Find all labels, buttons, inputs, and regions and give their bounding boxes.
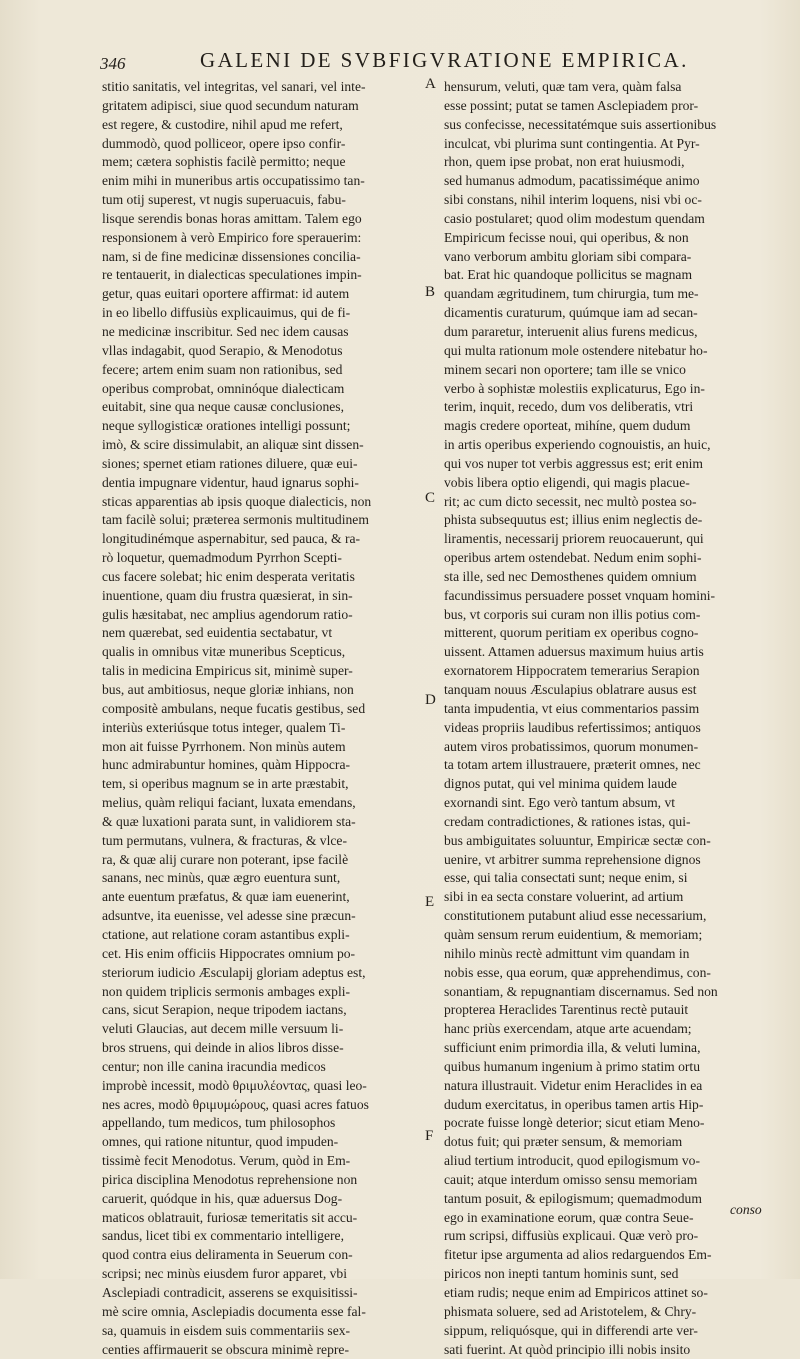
text-line: operibus comprobat, omninóque dialecticam	[102, 380, 345, 396]
text-line: exornandi sint. Ego verò tantum absum, vt	[444, 795, 676, 811]
margin-letter-f: F	[425, 1128, 434, 1144]
text-line: dudum exercitatus, in operibus tamen artis Hip-	[444, 1096, 704, 1112]
text-line: Empiricum fecisse noui, qui operibus, & non	[444, 229, 689, 245]
text-line: fitetur ipse argumenta ad alios redarguendos Em-	[444, 1247, 712, 1263]
text-line: dummodò, quod polliceor, opere ipso confir-	[102, 135, 346, 151]
text-line: mon ait fuisse Pyrrhonem. Non minùs autem	[102, 738, 346, 754]
text-line: pirica disciplina Menodotus reprehensione non	[102, 1171, 358, 1187]
text-line: minem secari non oportere; tam ille se vnico	[444, 361, 686, 377]
text-line: responsionem à verò Empirico fore sperauerim:	[102, 229, 362, 245]
text-line: mem; cætera sophistis facilè permitto; neque	[102, 154, 346, 170]
text-line: & quæ luxationi parata sunt, in validiorem sta-	[102, 813, 356, 829]
text-line: ta totam artem illustrauere, præterit omnes, nec	[444, 757, 701, 773]
text-line: sta ille, sed nec Demosthenes quidem omnium	[444, 568, 697, 584]
text-line: facundissimus persuadere posset vnquam homini-	[444, 587, 716, 603]
text-line: sonantiam, & repugnantiam discernamus. Sed non	[444, 983, 718, 999]
text-line: bus ambiguitates soluuntur, Empiricæ sectæ con-	[444, 832, 711, 848]
margin-letter-c: C	[425, 490, 436, 506]
text-line: ra, & quæ alij curare non poterant, ipse facilè	[102, 851, 349, 867]
text-line: esse possint; putat se tamen Asclepiadem pror-	[444, 97, 699, 113]
text-line: sus confecisse, necessitatémque suis assertionibus	[444, 116, 717, 132]
text-line: centur; non ille canina iracundia medicos	[102, 1058, 326, 1074]
text-line: nem quærebat, sed euidentia sectabatur, vt	[102, 625, 333, 641]
text-line: bus, aut ambitiosus, neque gloriæ inhians, non	[102, 682, 354, 697]
text-line: operibus artem ostendebat. Nedum enim sophi-	[444, 550, 702, 566]
text-line: omnes, qui ratione nituntur, quod impuden-	[102, 1134, 339, 1150]
margin-letter-b: B	[425, 284, 436, 300]
text-line: videas propriis laudibus refertissimos; antiquos	[444, 719, 701, 735]
text-line: Asclepiadi contradicit, asserens se exquisitissi-	[102, 1285, 358, 1300]
text-line: uissent. Attamen aduersus maximum huius artis	[444, 644, 704, 660]
text-line: bus, vt corporis sui curam non illis potius com-	[444, 606, 701, 622]
right-text-column	[444, 78, 768, 1359]
text-line: ctatione, aut relatione coram astantibus expli-	[102, 926, 350, 942]
text-line: non quidem triplicis sermonis ambages expli-	[102, 983, 351, 999]
text-line: lisque serendis bonas horas amittam. Talem ego	[102, 210, 362, 226]
text-line: aliud tertium introducit, quod epilogismum vo-	[444, 1153, 700, 1169]
text-line: sibi in ea secta constare voluerint, ad artium	[444, 889, 684, 905]
text-line: interiùs exteriúsque totus integer, qualem Ti-	[102, 719, 346, 735]
text-line: re tentauerit, in dialecticas speculationes impin-	[102, 267, 362, 283]
text-line: liramentis, necessarij priorem reuocauerunt, qui	[444, 531, 704, 547]
text-line: phista subsequutus est; illius enim neglectis de-	[444, 512, 703, 528]
text-line: phismata soluere, sed ad Aristotelem, & Chry-	[444, 1303, 697, 1319]
text-line: nam, si de fine medicinæ dissensiones concilia-	[102, 248, 361, 264]
text-line: propterea Heraclides Tarentinus rectè putauit	[444, 1002, 689, 1018]
running-title: GALENI DE SVBFIGVRATIONE EMPIRICA.	[200, 48, 689, 72]
text-line: hanc priùs exercendam, atque arte acuendam;	[444, 1021, 692, 1037]
text-line: longitudinémque aspernabitur, sed pauca, & ra-	[102, 531, 361, 547]
text-line: sati fuerint. At quòd principio illi nobis insito	[444, 1341, 691, 1357]
text-line: cet. His enim officiis Hippocrates omnium po-	[102, 945, 356, 961]
text-line: autem viros probatissimos, quorum monumen-	[444, 738, 699, 754]
text-line: sandus, licet tibi ex commentario intelligere,	[102, 1228, 344, 1244]
text-line: casio postularet; quod olim modestum quendam	[444, 210, 705, 226]
text-line: tum otij superest, vt nugis superuacuis, fabu-	[102, 192, 346, 208]
text-line: dotus fuit; qui præter sensum, & memoriam	[444, 1134, 683, 1150]
text-line: qui multa rationum mole ostendere nitebatur ho-	[444, 342, 708, 358]
text-line: sufficiunt enim primordia illa, & veluti lumina,	[444, 1040, 701, 1056]
text-line: cans, sicut Serapion, neque tripodem iactans,	[102, 1002, 347, 1018]
running-header	[100, 46, 780, 76]
text-line: inuentione, quam diu frustra quæsierat, in sin-	[102, 587, 353, 603]
text-line: dicamentis curaturum, quúmque iam ad secan-	[444, 305, 698, 321]
text-line: melius, quàm reliqui faciant, luxata emendans,	[102, 795, 356, 811]
text-line: gritatem adipisci, siue quod secundum naturam	[102, 97, 359, 113]
text-line: esse, qui talia consectati sunt; neque enim, si	[444, 870, 688, 886]
text-line: dentia impugnare videntur, haud ignarus sophi-	[102, 474, 359, 490]
text-line: rum scripsi, diffusiùs explicaui. Quæ verò pro-	[444, 1228, 699, 1244]
text-line: pocrate fuisse longè deterior; sicut etiam Meno-	[444, 1115, 705, 1131]
text-line: neque syllogisticæ orationes intelligi possunt;	[102, 418, 351, 434]
text-line: ne medicinæ inscribitur. Sed nec idem causas	[102, 323, 349, 339]
text-line: gulis hæsitabat, nec amplius agendorum ratio-	[102, 606, 353, 622]
text-line: vllas indagabit, quod Serapio, & Menodotus	[102, 342, 343, 358]
text-line: maticos oblatrauit, furiosæ temeritatis sit accu-	[102, 1209, 358, 1225]
text-line: terim, inquit, recedo, dum vos deliberatis, vtri	[444, 399, 694, 415]
text-line: qui vos nuper tot verbis aggressus est; erit enim	[444, 455, 703, 471]
text-line: cus facere solebat; hic enim desperata veritatis	[102, 568, 355, 584]
text-line: nobis esse, qua eorum, quæ apprehendimus, con-	[444, 964, 711, 980]
text-line: vobis libera optio eligendi, qui magis placue-	[444, 474, 690, 490]
text-line: quandam ægritudinem, tum chirurgia, tum me-	[444, 286, 699, 302]
text-line: ante euentum præfatus, & quæ iam euenerint,	[102, 889, 350, 905]
text-line: ego in examinatione eorum, quæ contra Seue-	[444, 1209, 694, 1225]
text-line: hunc admirabuntur homines, quàm Hippocra-	[102, 757, 351, 773]
text-line: tem, si operibus magnum se in arte præstabit,	[102, 776, 349, 792]
text-line: in eo libello diffusiùs explicauimus, qui de fi-	[102, 305, 351, 321]
text-line: inculcat, vbi plurima sunt contingentia. At Pyr-	[444, 135, 700, 151]
text-line: etiam rudis; neque enim ad Empiricos attinet so-	[444, 1285, 708, 1300]
text-line: mè scire omnia, Asclepiadis documenta esse fal-	[102, 1303, 366, 1319]
text-line: piricos non inepti tantum hominis sunt, sed	[444, 1266, 679, 1282]
text-line: siones; spernet etiam rationes diluere, quæ eui-	[102, 455, 358, 471]
text-line: bros struens, qui deinde in alios libros disse-	[102, 1040, 344, 1056]
text-line: dignos putat, qui vel minima quidem laude	[444, 776, 677, 792]
margin-letter-e: E	[425, 894, 435, 910]
text-line: caruerit, quódque in his, quæ aduersus Dog-	[102, 1190, 343, 1206]
text-line: mitterent, quorum peritiam ex operibus cogno-	[444, 625, 699, 641]
text-line: qualis in omnibus vitæ muneribus Scepticus,	[102, 644, 346, 660]
text-line: dum pararetur, interuenit alius furens medicus,	[444, 323, 698, 339]
text-line: natura illustrauit. Videtur enim Heraclides in ea	[444, 1077, 703, 1093]
text-line: sippum, reliquósque, qui in differendi arte ver-	[444, 1322, 698, 1338]
text-line: verbo à sophistæ molestiis explicaturus, Ego in-	[444, 380, 705, 396]
text-line: tum permutans, vulnera, & fracturas, & vlce-	[102, 832, 347, 848]
margin-letter-d: D	[425, 692, 436, 708]
text-line: rit; ac cum dicto secessit, nec multò postea so-	[444, 493, 697, 509]
text-line: cauit; atque interdum omisso sensu memoriam	[444, 1171, 698, 1187]
text-line: constitutionem putabunt aliud esse necessarium,	[444, 908, 707, 924]
text-line: imò, & scire dissimulabit, an aliquæ sint dissen-	[102, 437, 364, 453]
text-line: nes acres, modò θριμυμώρους, quasi acres fatuos	[102, 1096, 369, 1112]
text-line: appellando, tum medicos, tum philosophos	[102, 1115, 336, 1131]
text-line: steriorum iudicio Æsculapij gloriam adeptus est,	[102, 964, 366, 980]
text-line: sa, quamuis in eisdem suis commentariis sex-	[102, 1322, 351, 1338]
text-line: fecere; artem enim suam non rationibus, sed	[102, 361, 343, 377]
text-line: veluti Glaucias, aut decem mille versuum li-	[102, 1021, 344, 1037]
text-line: tanta impudentia, vt eius commentarios passim	[444, 700, 700, 716]
text-line: talis in medicina Empiricus sit, minimè super-	[102, 663, 353, 679]
text-line: quibus humanum ingenium à primo statim ortu	[444, 1058, 700, 1074]
text-line: tantum posuit, & epilogismum; quemadmodum	[444, 1190, 702, 1206]
text-line: in artis operibus experiendo cognouistis, an huic,	[444, 437, 711, 453]
text-line: rhon, quem ipse probat, non erat huiusmodi,	[444, 154, 685, 170]
text-line: centies affirmauerit se obscura minimè repre-	[102, 1341, 349, 1357]
text-line: euitabit, sine qua neque causæ conclusiones,	[102, 399, 344, 415]
text-line: est regere, & custodire, nihil apud me refert,	[102, 116, 343, 132]
text-line: tam facilè solui; præterea sermonis multitudinem	[102, 512, 369, 528]
text-line: hensurum, veluti, quæ tam vera, quàm falsa	[444, 79, 682, 94]
text-line: uenire, vt arbitrer summa reprehensione dignos	[444, 851, 701, 867]
left-text-column	[102, 78, 435, 1359]
text-line: vano verborum ambitu gloriam sibi compara-	[444, 248, 692, 264]
text-line: getur, quas euitari oportere affirmat: id autem	[102, 286, 350, 302]
text-line: sticas apparentias ab ipsis quoque dialecticis, non	[102, 493, 372, 509]
text-line: nihilo minùs rectè admittunt vim quandam in	[444, 945, 690, 961]
text-line: scripsi; nec minùs eiusdem furor apparet, vbi	[102, 1266, 347, 1282]
text-line: tanquam nouus Æsculapius oblatrare ausus est	[444, 682, 697, 697]
margin-letter-a: A	[425, 76, 436, 92]
text-line: quod contra eius deliramenta in Seuerum con-	[102, 1247, 353, 1263]
text-line: rò loquetur, quemadmodum Pyrrhon Scepti-	[102, 550, 342, 566]
text-line: exornatorem Hippocratem temerarius Serapion	[444, 663, 700, 679]
text-line: magis credere oporteat, mihíne, quem dudum	[444, 418, 691, 434]
text-line: bat. Erat hic quandoque pollicitus se magnam	[444, 267, 693, 283]
text-line: sed humanus admodum, pacatissiméque animo	[444, 173, 700, 189]
text-line: stitio sanitatis, vel integritas, vel sanari, vel inte-	[102, 79, 366, 94]
catchword: conso	[730, 1202, 762, 1217]
text-line: quàm sensum rerum euidentium, & memoriam;	[444, 926, 703, 942]
text-line: compositè ambulans, neque fucatis gestibus, sed	[102, 700, 366, 716]
text-line: enim mihi in muneribus artis occupatissimo tan-	[102, 173, 365, 189]
text-line: sibi constans, nihil interim loquens, nisi vbi oc-	[444, 192, 702, 208]
text-line: improbè incessit, modò θριμυλέοντας, quasi leo-	[102, 1077, 367, 1093]
text-line: adsuntve, ita euenisse, vel adesse sine præcun-	[102, 908, 356, 924]
page-number: 346	[100, 54, 126, 73]
text-line: tissimè fecit Menodotus. Verum, quòd in Em-	[102, 1153, 351, 1169]
text-line: sanans, nec minùs, quæ ægro euentura sunt,	[102, 870, 341, 886]
text-line: credam contradictiones, & rationes istas, qui-	[444, 813, 691, 829]
